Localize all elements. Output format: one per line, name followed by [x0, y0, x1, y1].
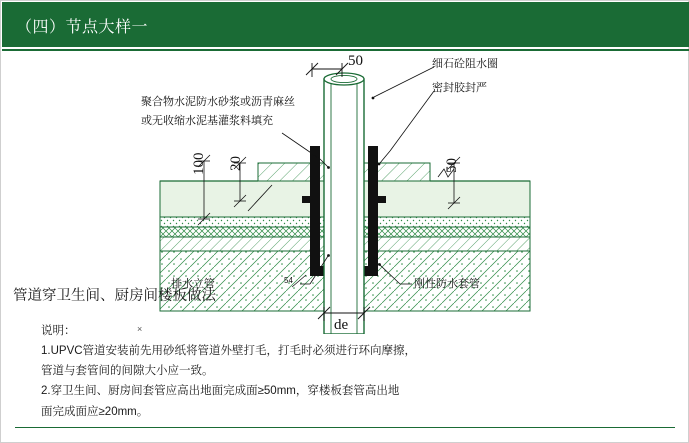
- label-small-54: 54: [284, 276, 293, 285]
- footer-divider: [15, 427, 675, 428]
- note-line: 1.UPVC管道安装前先用砂纸将管道外壁打毛，打毛时必须进行环向摩擦，: [41, 345, 417, 358]
- close-icon: ×: [137, 324, 143, 334]
- label-rigid-waterproof-sleeve: 刚性防水套管: [414, 278, 480, 290]
- label-sealant-seal: 密封胶封严: [432, 82, 487, 94]
- label-polymer-mortar-note-line1: 聚合物水泥防水砂浆或沥青麻丝: [141, 96, 295, 108]
- detail-caption: 管道穿卫生间、厨房间楼板做法: [13, 288, 216, 304]
- notes-block: [41, 321, 491, 422]
- label-drainage-riser: 排水立管: [171, 278, 215, 290]
- label-dimension-50-right: 50: [444, 158, 460, 173]
- note-line: 2.穿卫生间、厨房间套管应高出地面完成面≥50mm，穿楼板套管高出地: [41, 385, 400, 398]
- label-dimension-20: 20: [228, 156, 244, 171]
- page-title: （四）节点大样一: [16, 19, 149, 36]
- label-top-dimension: 50: [348, 53, 363, 69]
- notes-heading-row: [41, 321, 491, 341]
- notes-heading: 说明：: [41, 325, 76, 337]
- label-concrete-water-stop-ring: 细石砼阻水圈: [432, 58, 498, 70]
- label-polymer-mortar-note-line2: 或无收缩水泥基灌浆料填充: [141, 115, 273, 127]
- note-line: 管道与套管间的间隙大小应一致。: [41, 365, 214, 378]
- slide-header: [2, 2, 689, 47]
- label-dimension-de: de: [334, 317, 349, 333]
- label-dimension-100: 100: [191, 152, 207, 175]
- note-line: 面完成面应≥20mm。: [41, 405, 149, 418]
